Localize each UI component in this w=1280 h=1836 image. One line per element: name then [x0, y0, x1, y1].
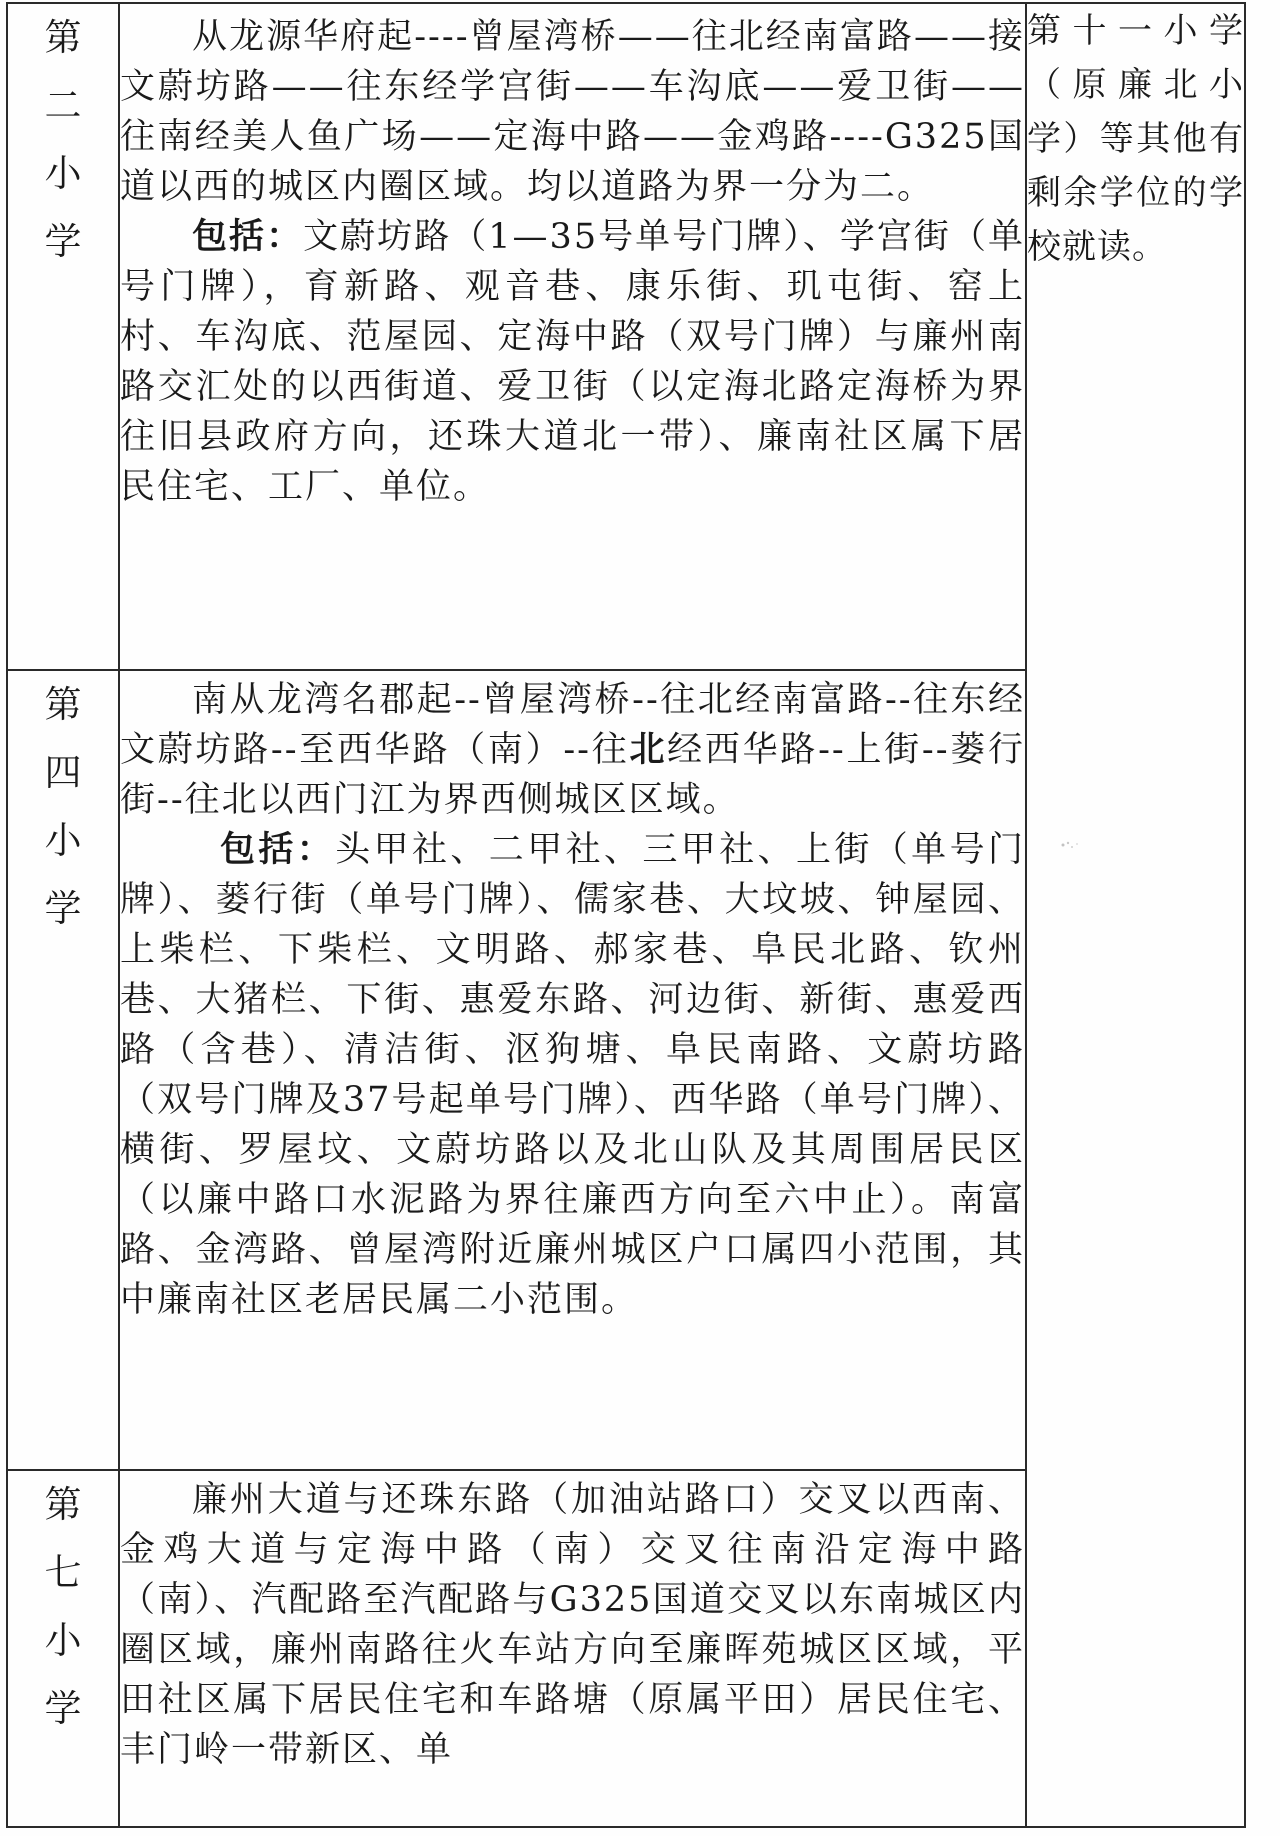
school-name-4: 第四小学: [44, 683, 82, 930]
include-text: 头甲社、二甲社、三甲社、上街（单号门牌）、蒌行街（单号门牌）、儒家巷、大坟坡、钟屋园、上柴栏、下柴栏、文明路、郝家巷、阜民北路、钦州巷、大猪栏、下街、惠爱东路、河边街、新街、惠爱西路（含巷）、清洁街、沤狗塘、阜民南路、文蔚坊路（双号门牌及37号起单号门牌）、西华路（单号门牌）、横街、罗屋坟、文蔚坊路以及北山队及其周围居民区（以廉中路口水泥路为界往廉西方向至六中止）。南富路、金湾路、曾屋湾附近廉州城区户口属四小范围，其中廉南社区老居民属二小范围。: [120, 830, 1025, 1320]
included-areas: [120, 212, 1025, 512]
boundary-description: [120, 671, 1025, 825]
school-cell: [7, 1470, 119, 1827]
included-areas: [120, 825, 1025, 1325]
zone-description-cell: [119, 3, 1026, 670]
boundary-description: 廉州大道与还珠东路（加油站路口）交叉以西南、金鸡大道与定海中路（南）交叉往南沿定海中路（南）、汽配路至汽配路与G325国道交叉以东南城区内圈区域，廉州南路往火车站方向至廉晖苑城区区域，平田社区属下居民住宅和车路塘（原属平田）居民住宅、丰门岭一带新区、单: [120, 1480, 1025, 1770]
boundary-part-a: 南从龙湾名郡起--曾屋湾桥--往北经南富路--往东经文蔚坊路--至西华路（南）--往: [120, 680, 1025, 770]
include-text: 文蔚坊路（1—35号单号门牌）、学宫街（单号门牌），育新路、观音巷、康乐街、玑屯街、窑上村、车沟底、范屋园、定海中路（双号门牌）与廉州南路交汇处的以西街道、爱卫街（以定海北路定海桥为界往旧县政府方向，还珠大道北一带）、廉南社区属下居民住宅、工厂、单位。: [120, 217, 1025, 507]
boundary-bold-char: 北: [629, 729, 668, 770]
boundary-description: 从龙源华府起----曾屋湾桥——往北经南富路——接文蔚坊路——往东经学宫街——车沟底——爱卫街——往南经美人鱼广场——定海中路——金鸡路----G325国道以西的城区内圈区域。均以道路为界一分为二。: [120, 17, 1025, 207]
include-label: 包括：: [220, 829, 336, 870]
school-zone-table: [6, 2, 1246, 1828]
zone-description-cell: [119, 670, 1026, 1470]
remark-text: 第十一小学（原廉北小学）等其他有剩余学位的学校就读。: [1027, 11, 1244, 267]
scan-speck-mark: [1060, 838, 1080, 852]
school-name-2: 第二小学: [44, 16, 82, 263]
school-cell: [7, 3, 119, 670]
zone-description-cell: [119, 1470, 1026, 1827]
table-row: [7, 3, 1245, 670]
include-label: 包括：: [192, 216, 304, 257]
school-cell: [7, 670, 119, 1470]
remark-cell: [1026, 3, 1245, 1827]
boundary-part-b: 经西华路--上街--蒌行街--往北以西门江为界西侧城区区域。: [120, 730, 1025, 820]
school-name-7: 第七小学: [44, 1483, 82, 1730]
